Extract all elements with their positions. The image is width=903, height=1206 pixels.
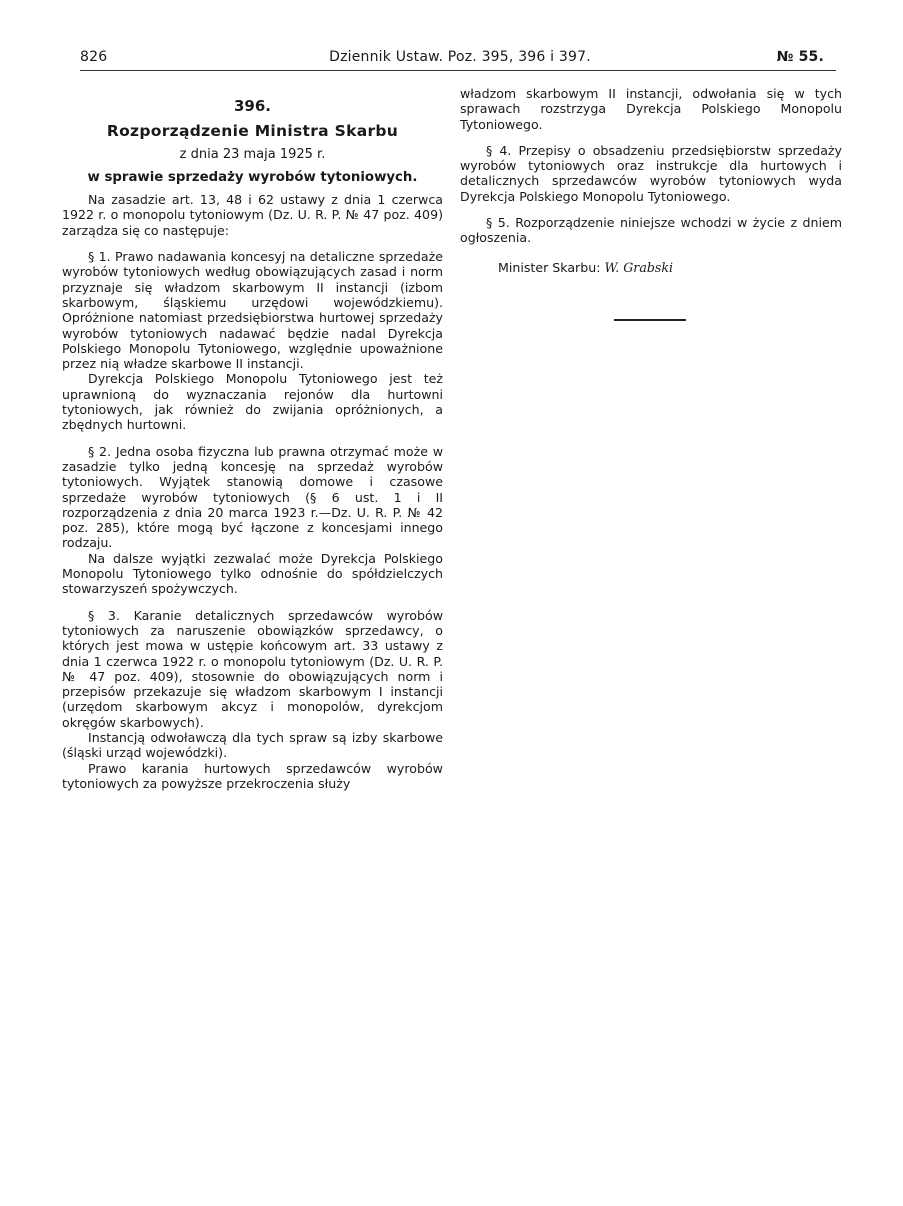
article-date: z dnia 23 maja 1925 r.	[179, 146, 326, 162]
signature-name: W. Grabski	[604, 259, 674, 275]
section-3-paragraph-3-continued: władzom skarbowym II instancji, odwołania się w tych sprawach rozstrzyga Dyrekcja Polskiego Monopolu Tytoniowego.	[460, 86, 842, 132]
section-1-paragraph-2: Dyrekcja Polskiego Monopolu Tytoniowego jest też uprawnioną do wyznaczania rejonów dla hurtowni tytoniowych, jak również do zwijania opróżnionych, a zbędnych hurtowni.	[62, 371, 443, 433]
article-number: 396.	[233, 97, 271, 115]
signature	[460, 260, 842, 275]
section-4: § 4. Przepisy o obsadzeniu przedsiębiorstw sprzedaży wyrobów tytoniowych oraz instrukcje dla hurtowych i detalicznych sprzedawców wyrobów tytoniowych wyda Dyrekcja Polskiego Monopolu Tytoniowego.	[460, 142, 842, 204]
article-title: Rozporządzenie Ministra Skarbu	[106, 122, 399, 141]
article-subject: w sprawie sprzedaży wyrobów tytoniowych.	[87, 169, 418, 185]
section-5: § 5. Rozporządzenie niniejsze wchodzi w życie z dniem ogłoszenia.	[460, 215, 842, 246]
section-2-paragraph-1: § 2. Jedna osoba fizyczna lub prawna otrzymać może w zasadzie tylko jedną koncesję na sprzedaż wyrobów tytoniowych. Wyjątek stanowią domowe i czasowe sprzedaże wyrobów tytoniowych (§ 6 ust. 1 i II rozporządzenia z dnia 20 marca 1923 r.—Dz. U. R. P. № 42 poz. 285), które mogą być łączone z koncesjami innego rodzaju.	[62, 443, 443, 551]
right-column	[460, 86, 842, 321]
page-header	[80, 47, 836, 69]
left-column	[62, 86, 443, 791]
preamble: Na zasadzie art. 13, 48 i 62 ustawy z dnia 1 czerwca 1922 r. o monopolu tytoniowym (Dz. U. R. P. № 47 poz. 409) zarządza się co następuje:	[62, 192, 443, 238]
section-3-paragraph-2: Instancją odwoławczą dla tych spraw są izby skarbowe (śląski urząd wojewódzki).	[62, 729, 443, 761]
end-rule	[614, 319, 686, 321]
section-1-paragraph-1: § 1. Prawo nadawania koncesyj na detaliczne sprzedaże wyrobów tytoniowych według obowiązujących zasad i norm przyznaje się władzom skarbowym II instancji (izbom skarbowym, śląskiemu urzędowi wojewódzkiemu). Opróżnione natomiast przedsiębiorstwa hurtowej sprzedaży wyrobów tytoniowych nadawać będzie nadal Dyrekcja Polskiego Monopolu Tytoniowego, względnie upoważnione przez nią władze skarbowe II instancji.	[62, 249, 443, 372]
section-3-paragraph-1: § 3. Karanie detalicznych sprzedawców wyrobów tytoniowych za naruszenie obowiązków sprzedawcy, o których jest mowa w ustępie końcowym art. 33 ustawy z dnia 1 czerwca 1922 r. o monopolu tytoniowym (Dz. U. R. P. № 47 poz. 409), stosownie do obowiązujących norm i przepisów przekazuje się władzom skarbowym I instancji (urzędom skarbowym akcyz i monopolów, dyrekcjom okręgów skarbowych).	[62, 607, 443, 730]
section-2-paragraph-2: Na dalsze wyjątki zezwalać może Dyrekcja Polskiego Monopolu Tytoniowego tylko odnośnie do spółdzielczych stowarzyszeń spożywczych.	[62, 550, 443, 597]
journal-title: Dziennik Ustaw. Poz. 395, 396 i 397.	[329, 49, 591, 65]
header-rule	[80, 70, 836, 71]
signature-label: Minister Skarbu:	[498, 259, 601, 275]
section-3-paragraph-3: Prawo karania hurtowych sprzedawców wyrobów tytoniowych za powyższe przekroczenia służy	[62, 760, 443, 791]
page-number: 826	[80, 49, 108, 65]
issue-number: № 55.	[776, 49, 824, 65]
